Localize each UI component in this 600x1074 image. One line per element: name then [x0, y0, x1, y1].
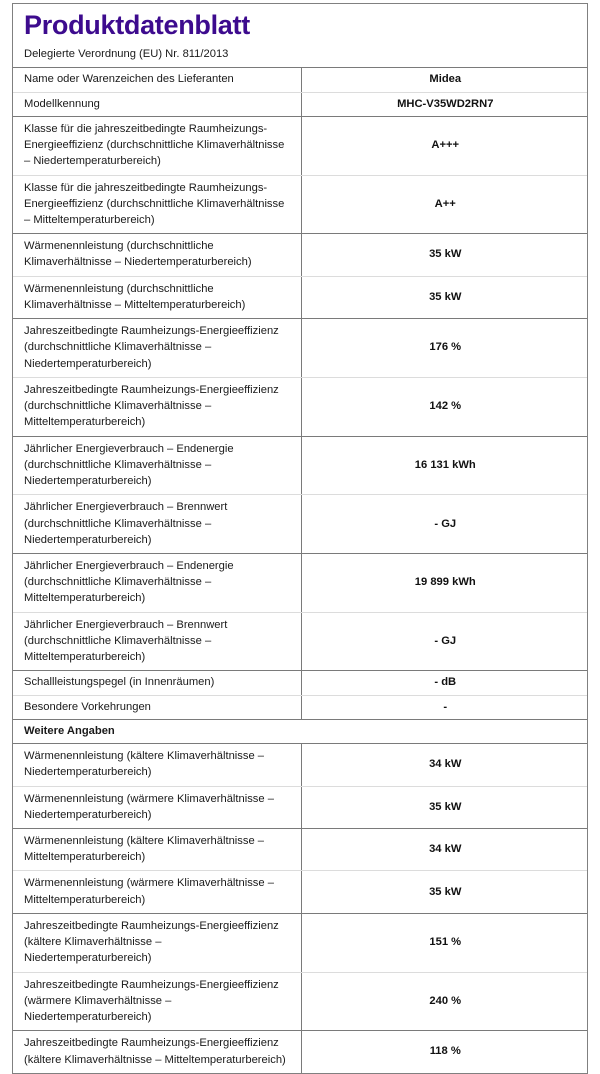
section-heading: Weitere Angaben — [13, 719, 587, 743]
spec-label: Jährlicher Energieverbrauch – Endenergie (durchschnittliche Klimaverhältnisse – Niedertemperaturbereich) — [13, 436, 301, 495]
table-row — [13, 1031, 587, 1073]
regulation-subtitle-row — [13, 41, 587, 68]
spec-value: 35 kW — [301, 234, 587, 276]
spec-value: 35 kW — [301, 871, 587, 913]
spec-value: A++ — [301, 175, 587, 234]
spec-label: Wärmenennleistung (wärmere Klimaverhältnisse – Mitteltemperaturbereich) — [13, 871, 301, 913]
spec-value: MHC-V35WD2RN7 — [301, 92, 587, 116]
spec-label: Jährlicher Energieverbrauch – Brennwert (durchschnittliche Klimaverhältnisse – Mitteltemperaturbereich) — [13, 612, 301, 671]
spec-label: Jahreszeitbedingte Raumheizungs-Energieeffizienz (kältere Klimaverhältnisse – Niedertemperaturbereich) — [13, 913, 301, 972]
table-row — [13, 871, 587, 913]
table-row — [13, 92, 587, 116]
spec-value: 176 % — [301, 319, 587, 378]
spec-value: 19 899 kWh — [301, 553, 587, 612]
table-row — [13, 695, 587, 719]
table-row — [13, 276, 587, 318]
table-row — [13, 116, 587, 175]
table-row — [13, 612, 587, 671]
spec-value: - GJ — [301, 612, 587, 671]
table-row — [13, 377, 587, 436]
table-row — [13, 495, 587, 554]
spec-label: Jahreszeitbedingte Raumheizungs-Energieeffizienz (wärmere Klimaverhältnisse – Niedertemperaturbereich) — [13, 972, 301, 1031]
spec-value: 142 % — [301, 377, 587, 436]
spec-label: Besondere Vorkehrungen — [13, 695, 301, 719]
spec-label: Modellkennung — [13, 92, 301, 116]
datasheet-frame — [12, 3, 588, 1074]
table-row — [13, 671, 587, 695]
spec-label: Jährlicher Energieverbrauch – Brennwert (durchschnittliche Klimaverhältnisse – Niedertemperaturbereich) — [13, 495, 301, 554]
spec-value: 35 kW — [301, 276, 587, 318]
spec-value: - dB — [301, 671, 587, 695]
table-row — [13, 436, 587, 495]
section-heading-row — [13, 719, 587, 743]
page-title: Produktdatenblatt — [24, 10, 250, 40]
table-row — [13, 786, 587, 828]
spec-label: Wärmenennleistung (durchschnittliche Klimaverhältnisse – Niedertemperaturbereich) — [13, 234, 301, 276]
spec-value: 34 kW — [301, 829, 587, 871]
regulation-reference: Delegierte Verordnung (EU) Nr. 811/2013 — [24, 48, 229, 61]
spec-label: Jährlicher Energieverbrauch – Endenergie (durchschnittliche Klimaverhältnisse – Mitteltemperaturbereich) — [13, 553, 301, 612]
specification-table — [13, 68, 587, 1072]
spec-label: Klasse für die jahreszeitbedingte Raumheizungs-Energieeffizienz (durchschnittliche Klimaverhältnisse – Niedertemperaturbereich) — [13, 116, 301, 175]
spec-label: Klasse für die jahreszeitbedingte Raumheizungs-Energieeffizienz (durchschnittliche Klimaverhältnisse – Mitteltemperaturbereich) — [13, 175, 301, 234]
specification-table-body — [13, 68, 587, 1072]
spec-label: Schallleistungspegel (in Innenräumen) — [13, 671, 301, 695]
spec-value: A+++ — [301, 116, 587, 175]
spec-label: Wärmenennleistung (kältere Klimaverhältnisse – Mitteltemperaturbereich) — [13, 829, 301, 871]
table-row — [13, 972, 587, 1031]
spec-value: 35 kW — [301, 786, 587, 828]
document-header — [13, 4, 587, 41]
spec-label: Wärmenennleistung (wärmere Klimaverhältnisse – Niedertemperaturbereich) — [13, 786, 301, 828]
table-row — [13, 175, 587, 234]
table-row — [13, 68, 587, 92]
spec-value: 240 % — [301, 972, 587, 1031]
table-row — [13, 913, 587, 972]
spec-value: 34 kW — [301, 744, 587, 786]
spec-value: 151 % — [301, 913, 587, 972]
spec-label: Wärmenennleistung (kältere Klimaverhältnisse – Niedertemperaturbereich) — [13, 744, 301, 786]
spec-label: Jahreszeitbedingte Raumheizungs-Energieeffizienz (kältere Klimaverhältnisse – Mitteltemperaturbereich) — [13, 1031, 301, 1073]
spec-label: Name oder Warenzeichen des Lieferanten — [13, 68, 301, 92]
spec-value: - — [301, 695, 587, 719]
spec-label: Jahreszeitbedingte Raumheizungs-Energieeffizienz (durchschnittliche Klimaverhältnisse – Mitteltemperaturbereich) — [13, 377, 301, 436]
table-row — [13, 829, 587, 871]
table-row — [13, 234, 587, 276]
table-row — [13, 744, 587, 786]
spec-value: 118 % — [301, 1031, 587, 1073]
spec-value: - GJ — [301, 495, 587, 554]
spec-value: Midea — [301, 68, 587, 92]
spec-label: Jahreszeitbedingte Raumheizungs-Energieeffizienz (durchschnittliche Klimaverhältnisse – Niedertemperaturbereich) — [13, 319, 301, 378]
table-row — [13, 553, 587, 612]
spec-label: Wärmenennleistung (durchschnittliche Klimaverhältnisse – Mitteltemperaturbereich) — [13, 276, 301, 318]
table-row — [13, 319, 587, 378]
spec-value: 16 131 kWh — [301, 436, 587, 495]
